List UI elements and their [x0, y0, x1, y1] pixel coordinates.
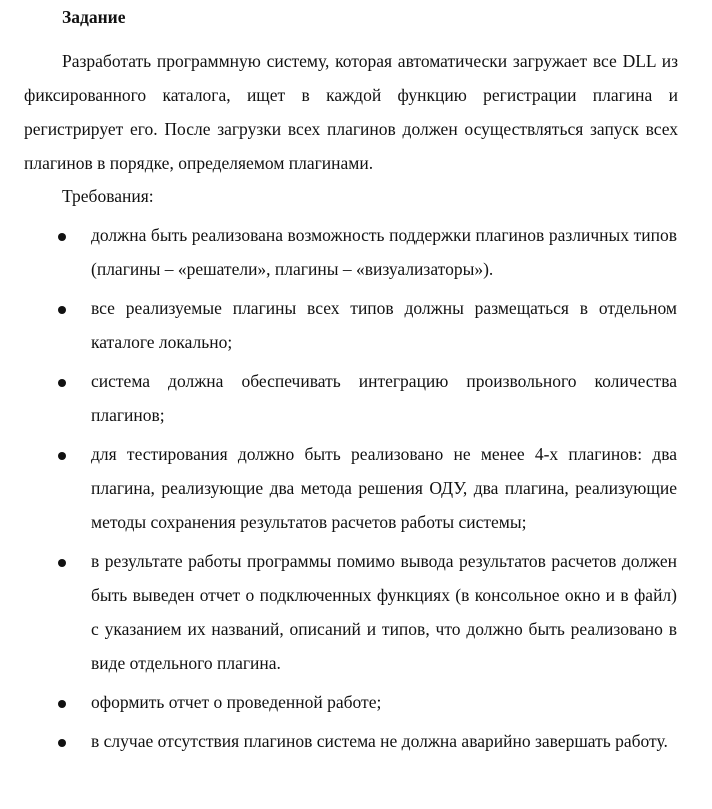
- bullet-icon: [58, 559, 66, 567]
- requirements-list: [0, 218, 712, 763]
- list-item-text: в случае отсутствия плагинов система не должна аварийно завершать работу.: [91, 731, 668, 751]
- list-item-text: система должна обеспечивать интеграцию произвольного количества плагинов;: [91, 371, 677, 425]
- list-item-text: оформить отчет о проведенной работе;: [91, 692, 382, 712]
- list-item-text: для тестирования должно быть реализовано не менее 4-х плагинов: два плагина, реализующие два метода решения ОДУ, два плагина, реализующие методы сохранения результатов расчетов работы системы;: [91, 444, 677, 532]
- bullet-icon: [58, 452, 66, 460]
- list-item: [0, 544, 712, 680]
- bullet-icon: [58, 233, 66, 241]
- list-item-text: в результате работы программы помимо вывода результатов расчетов должен быть выведен отчет о подключенных функциях (в консольное окно и в файл) с указанием их названий, описаний и типов, что должно быть реализовано в виде отдельного плагина.: [91, 551, 677, 673]
- list-item: [0, 724, 712, 758]
- document-title: Задание: [62, 7, 126, 27]
- list-item-text: должна быть реализована возможность поддержки плагинов различных типов (плагины – «решатели», плагины – «визуализаторы»).: [91, 225, 677, 279]
- list-item: [0, 685, 712, 719]
- list-item: [0, 364, 712, 432]
- bullet-icon: [58, 700, 66, 708]
- list-item: [0, 218, 712, 286]
- list-item: [0, 437, 712, 539]
- requirements-heading: Требования:: [62, 186, 154, 206]
- bullet-icon: [58, 306, 66, 314]
- list-item-text: все реализуемые плагины всех типов должны размещаться в отдельном каталоге локально;: [91, 298, 677, 352]
- bullet-icon: [58, 379, 66, 387]
- list-item: [0, 291, 712, 359]
- bullet-icon: [58, 739, 66, 747]
- task-paragraph: Разработать программную систему, которая автоматически загружает все DLL из фиксированного каталога, ищет в каждой функцию регистрации плагина и регистрирует его. После загрузки всех плагинов должен осуществляться запуск всех плагинов в порядке, определяемом плагинами.: [24, 51, 678, 173]
